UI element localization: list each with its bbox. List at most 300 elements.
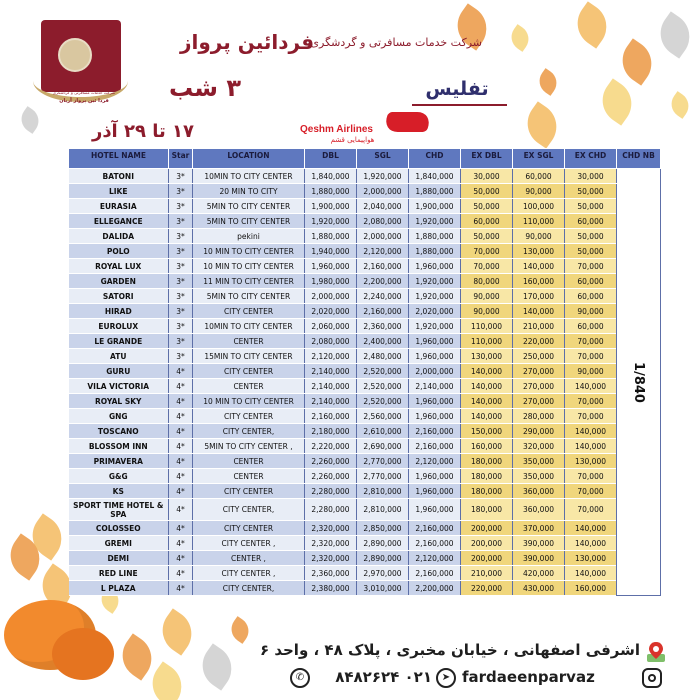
table-cell: 70,000 xyxy=(565,334,617,349)
table-cell: CITY CENTER, xyxy=(193,424,305,439)
pumpkin-decoration xyxy=(52,628,114,680)
hotel-name-cell: ELLEGANCE xyxy=(69,214,169,229)
table-cell: 2,520,000 xyxy=(357,394,409,409)
table-cell: 4* xyxy=(169,566,193,581)
table-cell: 3* xyxy=(169,199,193,214)
travel-dates: ۱۷ تا ۲۹ آذر xyxy=(91,121,195,142)
hotel-name-cell: SPORT TIME HOTEL & SPA xyxy=(69,499,169,521)
table-cell: 270,000 xyxy=(513,379,565,394)
hotel-name-cell: HIRAD xyxy=(69,304,169,319)
phone-icon[interactable]: ✆ xyxy=(290,668,310,688)
table-cell: 2,180,000 xyxy=(305,424,357,439)
table-cell: 1,960,000 xyxy=(409,409,461,424)
hotel-name-cell: ROYAL SKY xyxy=(69,394,169,409)
table-cell: 60,000 xyxy=(565,319,617,334)
table-cell: 2,810,000 xyxy=(357,499,409,521)
table-row xyxy=(69,334,661,349)
hotel-name-cell: GREMI xyxy=(69,536,169,551)
table-cell: 420,000 xyxy=(513,566,565,581)
table-cell: 15MIN TO CITY CENTER xyxy=(193,349,305,364)
table-cell: 3* xyxy=(169,229,193,244)
column-header: HOTEL NAME xyxy=(69,149,169,169)
table-cell: 10 MIN TO CITY CENTER xyxy=(193,394,305,409)
table-row xyxy=(69,521,661,536)
table-cell: 1,880,000 xyxy=(409,184,461,199)
table-cell: 2,810,000 xyxy=(357,484,409,499)
table-cell: 2,080,000 xyxy=(305,334,357,349)
table-cell: 290,000 xyxy=(513,424,565,439)
table-cell: 4* xyxy=(169,364,193,379)
table-cell: 5MIN TO CITY CENTER xyxy=(193,199,305,214)
table-cell: 130,000 xyxy=(565,454,617,469)
leaf-decoration xyxy=(666,91,694,119)
table-cell: 3* xyxy=(169,319,193,334)
table-cell: 2,140,000 xyxy=(305,379,357,394)
table-cell: 70,000 xyxy=(565,259,617,274)
logo-text: فردا ئین پرواز آریان xyxy=(59,98,109,104)
chd-nb-value: 1/840 xyxy=(631,361,646,403)
table-cell: 2,000,000 xyxy=(409,364,461,379)
table-cell: 70,000 xyxy=(461,244,513,259)
table-cell: 3,010,000 xyxy=(357,581,409,596)
table-cell: 5MIN TO CITY CENTER xyxy=(193,289,305,304)
table-cell: 2,040,000 xyxy=(357,199,409,214)
table-cell: 130,000 xyxy=(513,244,565,259)
table-row xyxy=(69,581,661,596)
table-cell: 1,920,000 xyxy=(409,319,461,334)
table-cell: 1,920,000 xyxy=(409,274,461,289)
table-cell: 1,880,000 xyxy=(305,184,357,199)
company-subtitle: شرکت خدمات مسافرتی و گردشگری xyxy=(310,36,482,49)
divider xyxy=(412,104,507,106)
table-cell: 2,000,000 xyxy=(305,289,357,304)
table-cell: 270,000 xyxy=(513,394,565,409)
table-cell: 2,160,000 xyxy=(409,536,461,551)
table-cell: 220,000 xyxy=(461,581,513,596)
table-cell: 200,000 xyxy=(461,551,513,566)
table-cell: 140,000 xyxy=(513,259,565,274)
table-cell: 2,120,000 xyxy=(409,454,461,469)
location-pin-icon xyxy=(645,640,667,664)
hotel-name-cell: L PLAZA xyxy=(69,581,169,596)
leaf-decoration xyxy=(518,101,565,148)
table-row xyxy=(69,229,661,244)
table-cell: 2,280,000 xyxy=(305,499,357,521)
hotel-name-cell: EURASIA xyxy=(69,199,169,214)
hotel-name-cell: GARDEN xyxy=(69,274,169,289)
table-row xyxy=(69,184,661,199)
table-cell: 150,000 xyxy=(461,424,513,439)
table-cell: 60,000 xyxy=(461,214,513,229)
table-cell: 1,900,000 xyxy=(305,199,357,214)
table-cell: 2,320,000 xyxy=(305,521,357,536)
table-cell: 4* xyxy=(169,394,193,409)
table-row xyxy=(69,289,661,304)
table-cell: 2,260,000 xyxy=(305,454,357,469)
table-row xyxy=(69,484,661,499)
hotel-name-cell: GNG xyxy=(69,409,169,424)
table-cell: 140,000 xyxy=(565,566,617,581)
table-row xyxy=(69,454,661,469)
table-cell: 1,840,000 xyxy=(409,169,461,184)
table-cell: 140,000 xyxy=(565,521,617,536)
table-row xyxy=(69,566,661,581)
table-cell: 180,000 xyxy=(461,499,513,521)
table-cell: 360,000 xyxy=(513,499,565,521)
table-cell: 2,360,000 xyxy=(305,566,357,581)
table-row xyxy=(69,499,661,521)
table-cell: 70,000 xyxy=(461,259,513,274)
leaf-decoration xyxy=(153,608,200,655)
table-cell: CENTER xyxy=(193,379,305,394)
table-cell: 2,160,000 xyxy=(357,304,409,319)
table-header-row xyxy=(69,149,661,169)
table-cell: 4* xyxy=(169,379,193,394)
hotel-name-cell: RED LINE xyxy=(69,566,169,581)
table-cell: 1,880,000 xyxy=(409,229,461,244)
table-cell: CITY CENTER xyxy=(193,521,305,536)
table-cell: 280,000 xyxy=(513,409,565,424)
table-cell: 350,000 xyxy=(513,454,565,469)
table-row xyxy=(69,424,661,439)
hotel-name-cell: ROYAL LUX xyxy=(69,259,169,274)
table-cell: 4* xyxy=(169,521,193,536)
table-cell: 1,960,000 xyxy=(409,334,461,349)
table-cell: 90,000 xyxy=(513,184,565,199)
hotel-name-cell: GURU xyxy=(69,364,169,379)
table-cell: 110,000 xyxy=(461,334,513,349)
table-cell: 160,000 xyxy=(461,439,513,454)
table-cell: 20 MIN TO CITY xyxy=(193,184,305,199)
table-row xyxy=(69,536,661,551)
telegram-icon[interactable]: ➤ xyxy=(436,668,456,688)
table-cell: 4* xyxy=(169,439,193,454)
table-cell: 4* xyxy=(169,454,193,469)
table-cell: 4* xyxy=(169,424,193,439)
table-cell: 10 MIN TO CITY CENTER xyxy=(193,259,305,274)
table-cell: 3* xyxy=(169,274,193,289)
table-cell: 2,610,000 xyxy=(357,424,409,439)
airline-logo xyxy=(300,112,440,146)
hotel-name-cell: VILA VICTORIA xyxy=(69,379,169,394)
table-cell: CITY CENTER xyxy=(193,409,305,424)
hotel-name-cell: SATORI xyxy=(69,289,169,304)
table-cell: 2,520,000 xyxy=(357,364,409,379)
instagram-icon[interactable] xyxy=(642,668,662,688)
table-row xyxy=(69,439,661,454)
table-cell: 2,000,000 xyxy=(357,229,409,244)
table-cell: 1,960,000 xyxy=(409,499,461,521)
table-cell: 2,400,000 xyxy=(357,334,409,349)
table-row xyxy=(69,409,661,424)
table-row xyxy=(69,214,661,229)
table-cell: 140,000 xyxy=(461,364,513,379)
table-cell: 390,000 xyxy=(513,536,565,551)
company-logo xyxy=(33,20,128,110)
table-cell: 60,000 xyxy=(565,289,617,304)
table-cell: 2,770,000 xyxy=(357,469,409,484)
table-cell: 4* xyxy=(169,536,193,551)
table-cell: CITY CENTER, xyxy=(193,499,305,521)
logo-swoosh xyxy=(33,60,128,102)
table-cell: CITY CENTER xyxy=(193,364,305,379)
table-cell: 2,140,000 xyxy=(305,364,357,379)
table-cell: 2,480,000 xyxy=(357,349,409,364)
hotel-name-cell: DEMI xyxy=(69,551,169,566)
table-row xyxy=(69,469,661,484)
table-cell: 50,000 xyxy=(565,184,617,199)
table-cell: 2,160,000 xyxy=(409,566,461,581)
table-cell: 90,000 xyxy=(565,304,617,319)
table-cell: 1,840,000 xyxy=(305,169,357,184)
logo-text: شرکت خدمات مسافرتی و گردشگری xyxy=(52,90,116,95)
table-row xyxy=(69,394,661,409)
table-cell: 1,920,000 xyxy=(409,214,461,229)
chd-nb-cell xyxy=(617,169,661,596)
table-cell: 70,000 xyxy=(565,469,617,484)
table-cell: 1,960,000 xyxy=(305,259,357,274)
address-text: اشرفی اصفهانی ، خیابان مخبری ، پلاک ۴۸ ، واحد ۶ xyxy=(259,641,640,659)
table-cell: 2,360,000 xyxy=(357,319,409,334)
column-header: EX CHD xyxy=(565,149,617,169)
table-cell: 2,200,000 xyxy=(357,274,409,289)
table-cell: 90,000 xyxy=(513,229,565,244)
table-cell: 1,960,000 xyxy=(409,469,461,484)
table-cell: 2,160,000 xyxy=(409,439,461,454)
column-header: EX DBL xyxy=(461,149,513,169)
table-cell: 2,200,000 xyxy=(409,581,461,596)
table-cell: 430,000 xyxy=(513,581,565,596)
table-cell: 4* xyxy=(169,499,193,521)
table-cell: 70,000 xyxy=(565,409,617,424)
table-cell: 2,690,000 xyxy=(357,439,409,454)
hotel-name-cell: LE GRANDE xyxy=(69,334,169,349)
hotel-name-cell: PRIMAVERA xyxy=(69,454,169,469)
table-cell: 2,000,000 xyxy=(357,184,409,199)
table-cell: 140,000 xyxy=(461,409,513,424)
table-cell: 90,000 xyxy=(461,304,513,319)
table-row xyxy=(69,274,661,289)
table-cell: CITY CENTER xyxy=(193,484,305,499)
table-cell: 30,000 xyxy=(565,169,617,184)
table-cell: 2,060,000 xyxy=(305,319,357,334)
table-cell: 1,960,000 xyxy=(409,484,461,499)
hotel-name-cell: ATU xyxy=(69,349,169,364)
company-name-text: فردائین پرواز xyxy=(180,30,315,54)
airline-name-fa: هواپیمایی قشم xyxy=(330,136,375,144)
table-cell: 30,000 xyxy=(461,169,513,184)
table-cell: 390,000 xyxy=(513,551,565,566)
table-cell: 1,940,000 xyxy=(305,244,357,259)
table-cell: 50,000 xyxy=(565,199,617,214)
leaf-decoration xyxy=(593,78,640,125)
table-cell: 160,000 xyxy=(513,274,565,289)
table-cell: 210,000 xyxy=(461,566,513,581)
table-cell: pekini xyxy=(193,229,305,244)
table-cell: CENTER xyxy=(193,469,305,484)
table-cell: 70,000 xyxy=(565,484,617,499)
hotel-name-cell: KS xyxy=(69,484,169,499)
table-cell: 3* xyxy=(169,334,193,349)
table-cell: CENTER xyxy=(193,334,305,349)
hotel-price-table xyxy=(68,148,661,596)
table-cell: 1,880,000 xyxy=(305,229,357,244)
table-cell: 2,320,000 xyxy=(305,551,357,566)
table-cell: 1,960,000 xyxy=(409,349,461,364)
hotel-name-cell: EUROLUX xyxy=(69,319,169,334)
table-cell: 4* xyxy=(169,551,193,566)
table-cell: 80,000 xyxy=(461,274,513,289)
table-row xyxy=(69,364,661,379)
table-cell: 360,000 xyxy=(513,484,565,499)
table-cell: 90,000 xyxy=(461,289,513,304)
table-cell: 2,020,000 xyxy=(305,304,357,319)
table-cell: 270,000 xyxy=(513,364,565,379)
table-cell: 10MIN TO CITY CENTER xyxy=(193,319,305,334)
table-cell: 2,520,000 xyxy=(357,379,409,394)
leaf-decoration xyxy=(568,1,615,48)
table-cell: 2,120,000 xyxy=(305,349,357,364)
table-cell: 60,000 xyxy=(565,274,617,289)
table-cell: 3* xyxy=(169,184,193,199)
table-cell: 1,920,000 xyxy=(305,214,357,229)
table-cell: CITY CENTER , xyxy=(193,566,305,581)
leaf-decoration xyxy=(193,643,240,690)
hotel-name-cell: BLOSSOM INN xyxy=(69,439,169,454)
table-cell: 50,000 xyxy=(461,199,513,214)
table-cell: 4* xyxy=(169,469,193,484)
table-cell: 100,000 xyxy=(513,199,565,214)
table-cell: 130,000 xyxy=(565,551,617,566)
leaf-decoration xyxy=(143,661,190,700)
table-cell: 50,000 xyxy=(461,184,513,199)
table-cell: 50,000 xyxy=(461,229,513,244)
table-row xyxy=(69,319,661,334)
table-cell: 1,900,000 xyxy=(409,199,461,214)
column-header: Star xyxy=(169,149,193,169)
column-header: SGL xyxy=(357,149,409,169)
nights-label: ۳ شب xyxy=(168,74,242,102)
table-cell: 320,000 xyxy=(513,439,565,454)
table-cell: 110,000 xyxy=(513,214,565,229)
table-cell: 140,000 xyxy=(513,304,565,319)
table-cell: 200,000 xyxy=(461,521,513,536)
table-row xyxy=(69,349,661,364)
table-cell: 3* xyxy=(169,349,193,364)
table-cell: 180,000 xyxy=(461,469,513,484)
table-cell: 3* xyxy=(169,169,193,184)
table-cell: 2,240,000 xyxy=(357,289,409,304)
table-cell: CENTER , xyxy=(193,551,305,566)
table-cell: 2,560,000 xyxy=(357,409,409,424)
table-row xyxy=(69,199,661,214)
table-cell: 350,000 xyxy=(513,469,565,484)
table-cell: 2,380,000 xyxy=(305,581,357,596)
hotel-name-cell: G&G xyxy=(69,469,169,484)
table-row xyxy=(69,379,661,394)
table-cell: 2,280,000 xyxy=(305,484,357,499)
table-cell: CENTER xyxy=(193,454,305,469)
column-header: CHD NB xyxy=(617,149,661,169)
leaf-decoration xyxy=(16,106,44,134)
table-cell: 170,000 xyxy=(513,289,565,304)
hotel-name-cell: LIKE xyxy=(69,184,169,199)
table-cell: 140,000 xyxy=(565,439,617,454)
hotel-name-cell: BATONI xyxy=(69,169,169,184)
table-cell: 130,000 xyxy=(461,349,513,364)
table-cell: 370,000 xyxy=(513,521,565,536)
table-row xyxy=(69,169,661,184)
table-cell: 110,000 xyxy=(461,319,513,334)
table-cell: 70,000 xyxy=(565,499,617,521)
leaf-decoration xyxy=(651,11,698,58)
column-header: EX SGL xyxy=(513,149,565,169)
column-header: CHD xyxy=(409,149,461,169)
leaf-decoration xyxy=(226,616,254,644)
table-cell: 90,000 xyxy=(565,364,617,379)
table-cell: 2,890,000 xyxy=(357,536,409,551)
table-cell: 2,140,000 xyxy=(305,394,357,409)
table-cell: 210,000 xyxy=(513,319,565,334)
table-row xyxy=(69,551,661,566)
table-cell: CITY CENTER , xyxy=(193,536,305,551)
table-cell: 2,970,000 xyxy=(357,566,409,581)
table-cell: 2,850,000 xyxy=(357,521,409,536)
table-cell: 2,320,000 xyxy=(305,536,357,551)
table-cell: 2,160,000 xyxy=(357,259,409,274)
table-cell: 180,000 xyxy=(461,454,513,469)
table-cell: 220,000 xyxy=(513,334,565,349)
table-cell: 160,000 xyxy=(565,581,617,596)
table-cell: 1,960,000 xyxy=(409,394,461,409)
table-cell: 140,000 xyxy=(461,379,513,394)
instagram-handle[interactable]: fardaeenparvaz xyxy=(462,668,595,686)
hotel-name-cell: DALIDA xyxy=(69,229,169,244)
table-cell: 4* xyxy=(169,484,193,499)
table-cell: 3* xyxy=(169,244,193,259)
table-cell: 60,000 xyxy=(513,169,565,184)
table-cell: 2,160,000 xyxy=(409,521,461,536)
table-cell: 180,000 xyxy=(461,484,513,499)
table-cell: 1,920,000 xyxy=(409,289,461,304)
table-cell: 70,000 xyxy=(565,394,617,409)
hotel-name-cell: COLOSSEO xyxy=(69,521,169,536)
table-cell: 50,000 xyxy=(565,229,617,244)
table-cell: 2,160,000 xyxy=(409,424,461,439)
table-cell: 5MIN TO CITY CENTER , xyxy=(193,439,305,454)
table-cell: 140,000 xyxy=(565,536,617,551)
table-cell: 1,960,000 xyxy=(409,259,461,274)
table-row xyxy=(69,259,661,274)
hotel-name-cell: TOSCANO xyxy=(69,424,169,439)
destination-label: تفلیس xyxy=(425,78,489,100)
table-cell: 3* xyxy=(169,259,193,274)
table-cell: 140,000 xyxy=(461,394,513,409)
table-cell: 2,770,000 xyxy=(357,454,409,469)
table-cell: 3* xyxy=(169,214,193,229)
leaf-decoration xyxy=(534,68,562,96)
table-cell: 1,920,000 xyxy=(357,169,409,184)
table-cell: 4* xyxy=(169,581,193,596)
table-cell: 2,260,000 xyxy=(305,469,357,484)
table-cell: 60,000 xyxy=(565,214,617,229)
table-cell: 10 MIN TO CITY CENTER xyxy=(193,244,305,259)
table-cell: 2,120,000 xyxy=(409,551,461,566)
phone-number[interactable]: ۰۲۱ ۸۴۸۲۶۲۴ xyxy=(335,668,432,686)
table-cell: 10MIN TO CITY CENTER xyxy=(193,169,305,184)
table-cell: 2,120,000 xyxy=(357,244,409,259)
hotel-name-cell: POLO xyxy=(69,244,169,259)
